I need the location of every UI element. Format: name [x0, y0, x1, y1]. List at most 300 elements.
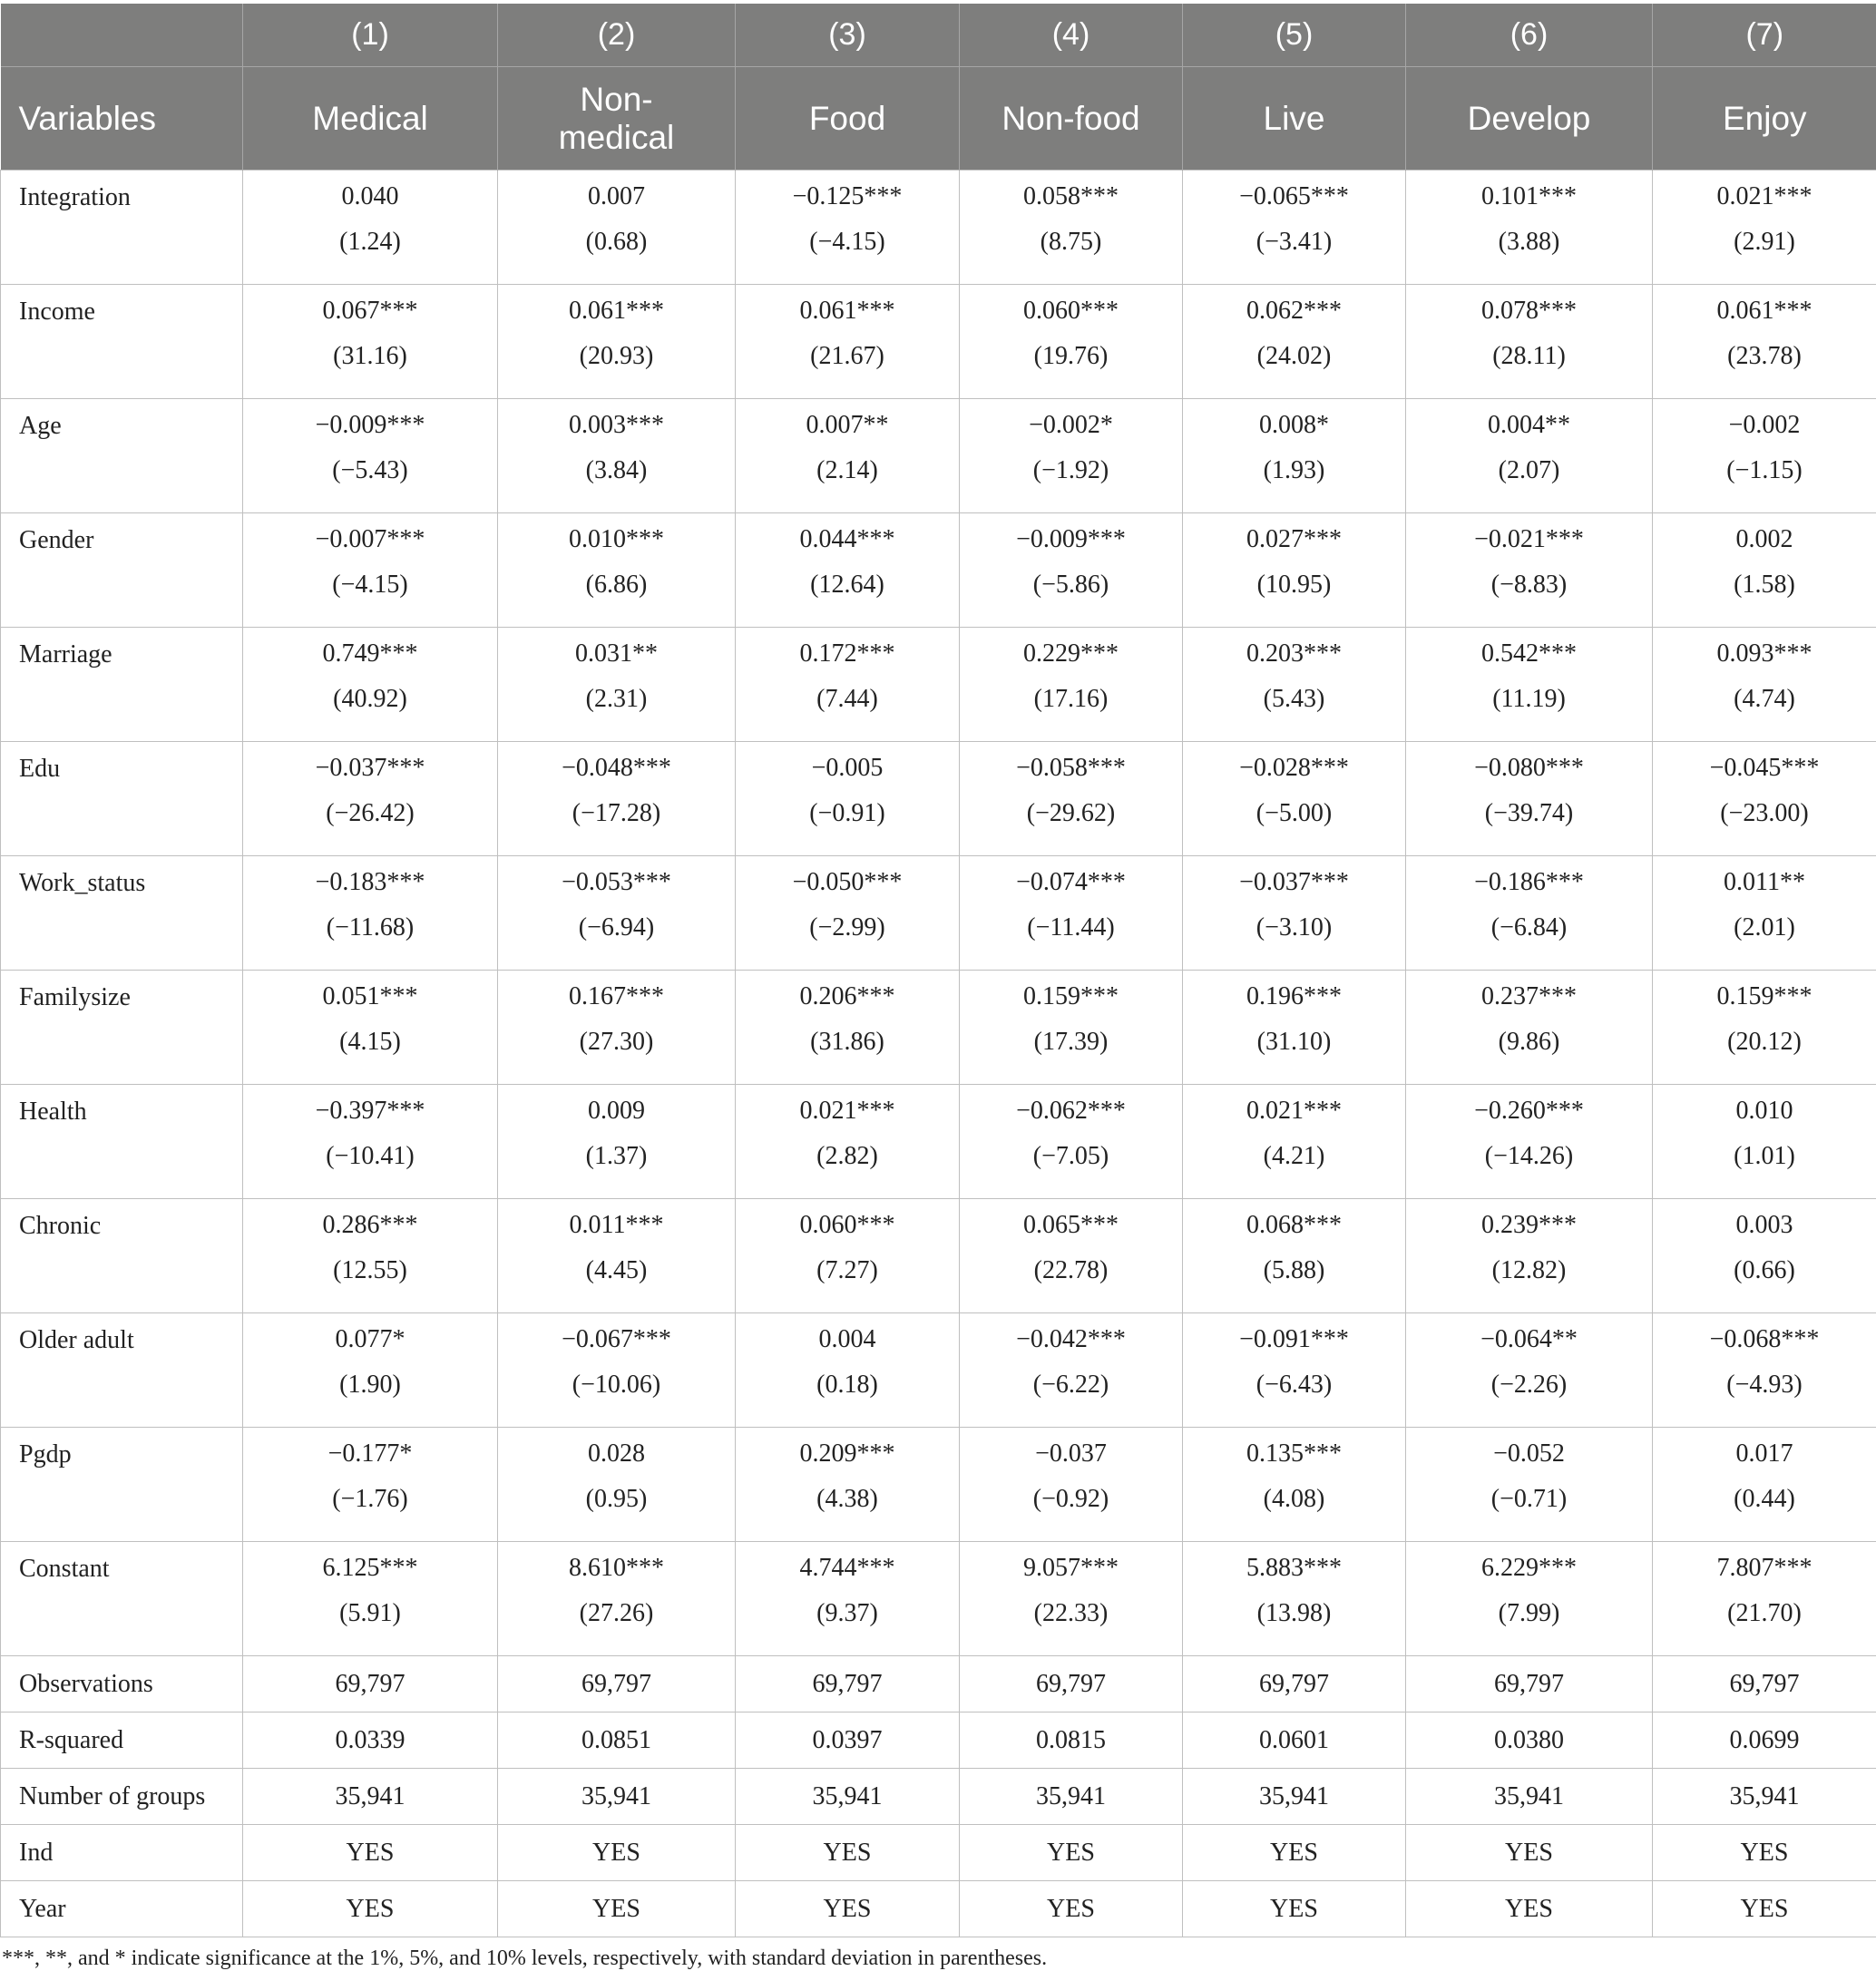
- stat-value: YES: [960, 1825, 1183, 1881]
- estimate-cell: [243, 399, 498, 513]
- estimate-cell: [736, 1199, 960, 1313]
- estimate-cell: [960, 856, 1183, 971]
- statistic-value: (21.70): [1653, 1582, 1876, 1627]
- statistic-value: (−10.41): [243, 1125, 497, 1170]
- estimate-cell: [1183, 1199, 1406, 1313]
- coefficient-value: −0.009***: [243, 399, 497, 439]
- statistic-value: (20.93): [498, 325, 735, 370]
- statistic-value: (1.93): [1183, 439, 1405, 484]
- statistic-value: (4.15): [243, 1010, 497, 1056]
- statistic-value: (−2.26): [1406, 1353, 1652, 1399]
- statistic-value: (−1.92): [960, 439, 1182, 484]
- estimate-cell: [498, 971, 736, 1085]
- estimate-cell: [1183, 1085, 1406, 1199]
- statistic-value: (−26.42): [243, 782, 497, 827]
- row-label: Older adult: [1, 1313, 243, 1428]
- statistic-value: (−10.06): [498, 1353, 735, 1399]
- statistic-value: (−7.05): [960, 1125, 1182, 1170]
- stat-value: 35,941: [1653, 1769, 1876, 1825]
- row-label: Edu: [1, 742, 243, 856]
- estimate-cell: [736, 513, 960, 628]
- estimate-cell: [736, 285, 960, 399]
- stat-value: 35,941: [1183, 1769, 1406, 1825]
- statistic-value: (0.68): [498, 210, 735, 256]
- estimate-cell: [1406, 628, 1653, 742]
- estimate-cell: [736, 742, 960, 856]
- estimate-cell: [736, 1313, 960, 1428]
- table-row: [1, 1199, 1876, 1313]
- statistic-value: (24.02): [1183, 325, 1405, 370]
- statistic-value: (27.26): [498, 1582, 735, 1627]
- estimate-cell: [1406, 1428, 1653, 1542]
- statistic-value: (−8.83): [1406, 553, 1652, 599]
- statistic-value: (3.88): [1406, 210, 1652, 256]
- coefficient-value: −0.091***: [1183, 1313, 1405, 1353]
- row-label: Constant: [1, 1542, 243, 1656]
- coefficient-value: 0.061***: [1653, 285, 1876, 325]
- statistic-value: (−11.44): [960, 896, 1182, 942]
- table-row: [1, 1313, 1876, 1428]
- coefficient-value: 5.883***: [1183, 1542, 1405, 1582]
- statistic-value: (−6.84): [1406, 896, 1652, 942]
- statistic-value: (−3.10): [1183, 896, 1405, 942]
- coefficient-value: 0.229***: [960, 628, 1182, 668]
- coefficient-value: 0.060***: [736, 1199, 959, 1239]
- row-label: Year: [1, 1881, 243, 1937]
- coefficient-value: 0.061***: [498, 285, 735, 325]
- stat-value: YES: [736, 1825, 960, 1881]
- coefficient-value: −0.002*: [960, 399, 1182, 439]
- statistic-value: (0.18): [736, 1353, 959, 1399]
- coefficient-value: 0.040: [243, 171, 497, 210]
- row-label: Familysize: [1, 971, 243, 1085]
- column-number: (2): [498, 4, 736, 67]
- stat-value: 69,797: [1406, 1656, 1653, 1712]
- estimate-cell: [960, 171, 1183, 285]
- estimate-cell: [498, 1085, 736, 1199]
- statistic-value: (4.45): [498, 1239, 735, 1284]
- table-row: [1, 1542, 1876, 1656]
- statistic-value: (9.86): [1406, 1010, 1652, 1056]
- statistic-value: (0.44): [1653, 1468, 1876, 1513]
- estimate-cell: [1183, 513, 1406, 628]
- stat-value: 69,797: [498, 1656, 736, 1712]
- table-row: [1, 742, 1876, 856]
- coefficient-value: −0.052: [1406, 1428, 1652, 1468]
- estimate-cell: [243, 1085, 498, 1199]
- estimate-cell: [960, 1085, 1183, 1199]
- estimate-cell: [1653, 856, 1876, 971]
- statistic-value: (7.27): [736, 1239, 959, 1284]
- estimate-cell: [736, 171, 960, 285]
- statistic-value: (−5.43): [243, 439, 497, 484]
- statistic-value: (−4.93): [1653, 1353, 1876, 1399]
- statistic-value: (5.43): [1183, 668, 1405, 713]
- estimate-cell: [1653, 285, 1876, 399]
- coefficient-value: 9.057***: [960, 1542, 1182, 1582]
- statistic-value: (2.07): [1406, 439, 1652, 484]
- coefficient-value: −0.260***: [1406, 1085, 1652, 1125]
- table-row: [1, 399, 1876, 513]
- estimate-cell: [1406, 742, 1653, 856]
- estimate-cell: [1183, 742, 1406, 856]
- estimate-cell: [1183, 1428, 1406, 1542]
- statistic-value: (21.67): [736, 325, 959, 370]
- stat-value: 0.0601: [1183, 1712, 1406, 1769]
- statistic-value: (−1.15): [1653, 439, 1876, 484]
- estimate-cell: [960, 1542, 1183, 1656]
- estimate-cell: [1406, 513, 1653, 628]
- estimate-cell: [1653, 399, 1876, 513]
- statistic-value: (−5.86): [960, 553, 1182, 599]
- coefficient-value: 0.021***: [736, 1085, 959, 1125]
- estimate-cell: [243, 742, 498, 856]
- coefficient-value: 0.008*: [1183, 399, 1405, 439]
- coefficient-value: 0.286***: [243, 1199, 497, 1239]
- stat-value: 0.0380: [1406, 1712, 1653, 1769]
- coefficient-value: 0.058***: [960, 171, 1182, 210]
- stat-value: YES: [1406, 1825, 1653, 1881]
- statistic-value: (12.55): [243, 1239, 497, 1284]
- estimate-cell: [960, 285, 1183, 399]
- statistic-value: (7.99): [1406, 1582, 1652, 1627]
- statistic-value: (0.66): [1653, 1239, 1876, 1284]
- statistic-value: (−3.41): [1183, 210, 1405, 256]
- statistic-value: (7.44): [736, 668, 959, 713]
- estimate-cell: [498, 856, 736, 971]
- estimate-cell: [736, 1542, 960, 1656]
- estimate-cell: [960, 399, 1183, 513]
- stat-value: 69,797: [1183, 1656, 1406, 1712]
- coefficient-value: −0.009***: [960, 513, 1182, 553]
- column-number: (3): [736, 4, 960, 67]
- row-label: Marriage: [1, 628, 243, 742]
- coefficient-value: −0.028***: [1183, 742, 1405, 782]
- statistic-value: (19.76): [960, 325, 1182, 370]
- table-row: [1, 513, 1876, 628]
- coefficient-value: 0.028: [498, 1428, 735, 1468]
- coefficient-value: 6.125***: [243, 1542, 497, 1582]
- stat-value: 35,941: [243, 1769, 498, 1825]
- coefficient-value: −0.053***: [498, 856, 735, 896]
- estimate-cell: [498, 628, 736, 742]
- stat-value: 35,941: [1406, 1769, 1653, 1825]
- statistic-value: (12.82): [1406, 1239, 1652, 1284]
- coefficient-value: 0.065***: [960, 1199, 1182, 1239]
- statistic-value: (4.08): [1183, 1468, 1405, 1513]
- statistic-value: (22.78): [960, 1239, 1182, 1284]
- estimate-cell: [498, 285, 736, 399]
- statistic-value: (−1.76): [243, 1468, 497, 1513]
- estimate-cell: [960, 742, 1183, 856]
- coefficient-value: 0.021***: [1183, 1085, 1405, 1125]
- stat-value: YES: [1653, 1881, 1876, 1937]
- coefficient-value: 0.027***: [1183, 513, 1405, 553]
- table-row: [1, 971, 1876, 1085]
- coefficient-value: 6.229***: [1406, 1542, 1652, 1582]
- estimate-cell: [960, 628, 1183, 742]
- statistic-value: (−6.43): [1183, 1353, 1405, 1399]
- stat-value: 35,941: [736, 1769, 960, 1825]
- column-header-live: Live: [1183, 67, 1406, 171]
- row-label: Income: [1, 285, 243, 399]
- estimate-cell: [1653, 171, 1876, 285]
- statistic-value: (5.88): [1183, 1239, 1405, 1284]
- coefficient-value: 0.062***: [1183, 285, 1405, 325]
- coefficient-value: −0.067***: [498, 1313, 735, 1353]
- estimate-cell: [243, 1428, 498, 1542]
- coefficient-value: −0.037***: [1183, 856, 1405, 896]
- coefficient-value: 0.135***: [1183, 1428, 1405, 1468]
- estimate-cell: [243, 285, 498, 399]
- regression-table: [0, 4, 1876, 1937]
- estimate-cell: [736, 628, 960, 742]
- statistic-value: (2.82): [736, 1125, 959, 1170]
- estimate-cell: [1406, 1199, 1653, 1313]
- statistic-value: (5.91): [243, 1582, 497, 1627]
- column-number: (1): [243, 4, 498, 67]
- coefficient-value: −0.062***: [960, 1085, 1182, 1125]
- estimate-cell: [498, 1199, 736, 1313]
- statistic-value: (8.75): [960, 210, 1182, 256]
- coefficient-value: −0.397***: [243, 1085, 497, 1125]
- coefficient-value: 0.003***: [498, 399, 735, 439]
- coefficient-value: 0.010***: [498, 513, 735, 553]
- stat-value: YES: [1183, 1825, 1406, 1881]
- table-row: [1, 628, 1876, 742]
- estimate-cell: [1183, 628, 1406, 742]
- estimate-cell: [243, 1313, 498, 1428]
- coefficient-value: 8.610***: [498, 1542, 735, 1582]
- estimate-cell: [243, 628, 498, 742]
- stat-row: [1, 1825, 1876, 1881]
- coefficient-value: −0.045***: [1653, 742, 1876, 782]
- stat-value: 0.0699: [1653, 1712, 1876, 1769]
- stat-value: 35,941: [960, 1769, 1183, 1825]
- estimate-cell: [736, 1428, 960, 1542]
- estimate-cell: [960, 513, 1183, 628]
- coefficient-value: 0.051***: [243, 971, 497, 1010]
- coefficient-value: −0.186***: [1406, 856, 1652, 896]
- coefficient-value: 0.021***: [1653, 171, 1876, 210]
- coefficient-value: −0.050***: [736, 856, 959, 896]
- statistic-value: (11.19): [1406, 668, 1652, 713]
- statistic-value: (31.10): [1183, 1010, 1405, 1056]
- stat-value: YES: [1653, 1825, 1876, 1881]
- coefficient-value: −0.005: [736, 742, 959, 782]
- stat-value: YES: [1406, 1881, 1653, 1937]
- statistic-value: (20.12): [1653, 1010, 1876, 1056]
- coefficient-value: 4.744***: [736, 1542, 959, 1582]
- statistic-value: (−39.74): [1406, 782, 1652, 827]
- coefficient-value: −0.125***: [736, 171, 959, 210]
- coefficient-value: 0.011***: [498, 1199, 735, 1239]
- statistic-value: (2.01): [1653, 896, 1876, 942]
- header-row-names: [1, 67, 1876, 171]
- coefficient-value: −0.183***: [243, 856, 497, 896]
- estimate-cell: [1406, 856, 1653, 971]
- estimate-cell: [960, 1199, 1183, 1313]
- estimate-cell: [1653, 1313, 1876, 1428]
- coefficient-value: 0.068***: [1183, 1199, 1405, 1239]
- estimate-cell: [243, 513, 498, 628]
- stat-value: 0.0851: [498, 1712, 736, 1769]
- statistic-value: (28.11): [1406, 325, 1652, 370]
- column-header-enjoy: Enjoy: [1653, 67, 1876, 171]
- estimate-cell: [1653, 742, 1876, 856]
- statistic-value: (2.31): [498, 668, 735, 713]
- coefficient-value: 0.093***: [1653, 628, 1876, 668]
- stat-value: 0.0397: [736, 1712, 960, 1769]
- estimate-cell: [1406, 1542, 1653, 1656]
- column-header-medical: Medical: [243, 67, 498, 171]
- coefficient-value: 0.002: [1653, 513, 1876, 553]
- coefficient-value: 0.007**: [736, 399, 959, 439]
- coefficient-value: 7.807***: [1653, 1542, 1876, 1582]
- header-corner-cell: [1, 4, 243, 67]
- coefficient-value: 0.078***: [1406, 285, 1652, 325]
- estimate-cell: [1653, 513, 1876, 628]
- estimate-cell: [736, 971, 960, 1085]
- statistic-value: (3.84): [498, 439, 735, 484]
- stat-row: [1, 1656, 1876, 1712]
- stat-value: 69,797: [243, 1656, 498, 1712]
- table-row: [1, 171, 1876, 285]
- table-row: [1, 1085, 1876, 1199]
- coefficient-value: 0.159***: [960, 971, 1182, 1010]
- coefficient-value: 0.004: [736, 1313, 959, 1353]
- estimate-cell: [1653, 1199, 1876, 1313]
- coefficient-value: 0.004**: [1406, 399, 1652, 439]
- coefficient-value: −0.080***: [1406, 742, 1652, 782]
- statistic-value: (−4.15): [736, 210, 959, 256]
- coefficient-value: 0.017: [1653, 1428, 1876, 1468]
- estimate-cell: [243, 1199, 498, 1313]
- statistic-value: (17.16): [960, 668, 1182, 713]
- statistic-value: (22.33): [960, 1582, 1182, 1627]
- estimate-cell: [1406, 1313, 1653, 1428]
- estimate-cell: [1183, 856, 1406, 971]
- stat-value: 69,797: [960, 1656, 1183, 1712]
- coefficient-value: 0.003: [1653, 1199, 1876, 1239]
- coefficient-value: 0.101***: [1406, 171, 1652, 210]
- coefficient-value: 0.031**: [498, 628, 735, 668]
- coefficient-value: −0.177*: [243, 1428, 497, 1468]
- statistic-value: (−11.68): [243, 896, 497, 942]
- column-number: (7): [1653, 4, 1876, 67]
- estimate-cell: [1653, 971, 1876, 1085]
- stat-value: 35,941: [498, 1769, 736, 1825]
- estimate-cell: [498, 513, 736, 628]
- table-row: [1, 1428, 1876, 1542]
- coefficient-value: 0.237***: [1406, 971, 1652, 1010]
- column-header-non-medical: Non- medical: [498, 67, 736, 171]
- stat-value: YES: [960, 1881, 1183, 1937]
- row-label: R-squared: [1, 1712, 243, 1769]
- estimate-cell: [498, 171, 736, 285]
- coefficient-value: −0.002: [1653, 399, 1876, 439]
- statistic-value: (0.95): [498, 1468, 735, 1513]
- estimate-cell: [1183, 399, 1406, 513]
- estimate-cell: [1653, 1542, 1876, 1656]
- coefficient-value: −0.074***: [960, 856, 1182, 896]
- statistic-value: (−17.28): [498, 782, 735, 827]
- coefficient-value: −0.064**: [1406, 1313, 1652, 1353]
- coefficient-value: −0.068***: [1653, 1313, 1876, 1353]
- statistic-value: (9.37): [736, 1582, 959, 1627]
- estimate-cell: [1406, 171, 1653, 285]
- estimate-cell: [498, 1428, 736, 1542]
- coefficient-value: −0.021***: [1406, 513, 1652, 553]
- statistic-value: (27.30): [498, 1010, 735, 1056]
- statistic-value: (12.64): [736, 553, 959, 599]
- stat-value: YES: [243, 1825, 498, 1881]
- stat-value: YES: [736, 1881, 960, 1937]
- statistic-value: (−5.00): [1183, 782, 1405, 827]
- table-row: [1, 856, 1876, 971]
- coefficient-value: −0.037***: [243, 742, 497, 782]
- coefficient-value: 0.749***: [243, 628, 497, 668]
- coefficient-value: 0.542***: [1406, 628, 1652, 668]
- coefficient-value: −0.065***: [1183, 171, 1405, 210]
- row-label: Number of groups: [1, 1769, 243, 1825]
- coefficient-value: 0.077*: [243, 1313, 497, 1353]
- statistic-value: (1.01): [1653, 1125, 1876, 1170]
- coefficient-value: 0.206***: [736, 971, 959, 1010]
- estimate-cell: [498, 1313, 736, 1428]
- estimate-cell: [243, 171, 498, 285]
- column-number: (5): [1183, 4, 1406, 67]
- statistic-value: (4.21): [1183, 1125, 1405, 1170]
- statistic-value: (1.24): [243, 210, 497, 256]
- statistic-value: (−6.22): [960, 1353, 1182, 1399]
- coefficient-value: 0.060***: [960, 285, 1182, 325]
- stat-value: 0.0815: [960, 1712, 1183, 1769]
- stat-value: YES: [243, 1881, 498, 1937]
- stat-row: [1, 1712, 1876, 1769]
- estimate-cell: [1183, 1542, 1406, 1656]
- row-label: Work_status: [1, 856, 243, 971]
- statistic-value: (17.39): [960, 1010, 1182, 1056]
- stat-row: [1, 1769, 1876, 1825]
- statistic-value: (23.78): [1653, 325, 1876, 370]
- table-row: [1, 285, 1876, 399]
- column-header-non-food: Non-food: [960, 67, 1183, 171]
- stat-value: 69,797: [736, 1656, 960, 1712]
- row-label: Observations: [1, 1656, 243, 1712]
- statistic-value: (−0.91): [736, 782, 959, 827]
- statistic-value: (2.14): [736, 439, 959, 484]
- statistic-value: (−0.71): [1406, 1468, 1652, 1513]
- estimate-cell: [960, 1428, 1183, 1542]
- stat-value: 0.0339: [243, 1712, 498, 1769]
- coefficient-value: 0.067***: [243, 285, 497, 325]
- estimate-cell: [498, 742, 736, 856]
- coefficient-value: 0.209***: [736, 1428, 959, 1468]
- estimate-cell: [1406, 971, 1653, 1085]
- regression-table-container: [0, 4, 1876, 1971]
- coefficient-value: 0.167***: [498, 971, 735, 1010]
- variables-header: Variables: [1, 67, 243, 171]
- row-label: Integration: [1, 171, 243, 285]
- estimate-cell: [736, 856, 960, 971]
- row-label: Chronic: [1, 1199, 243, 1313]
- statistic-value: (4.38): [736, 1468, 959, 1513]
- column-number: (6): [1406, 4, 1653, 67]
- estimate-cell: [1406, 285, 1653, 399]
- statistic-value: (40.92): [243, 668, 497, 713]
- estimate-cell: [1653, 628, 1876, 742]
